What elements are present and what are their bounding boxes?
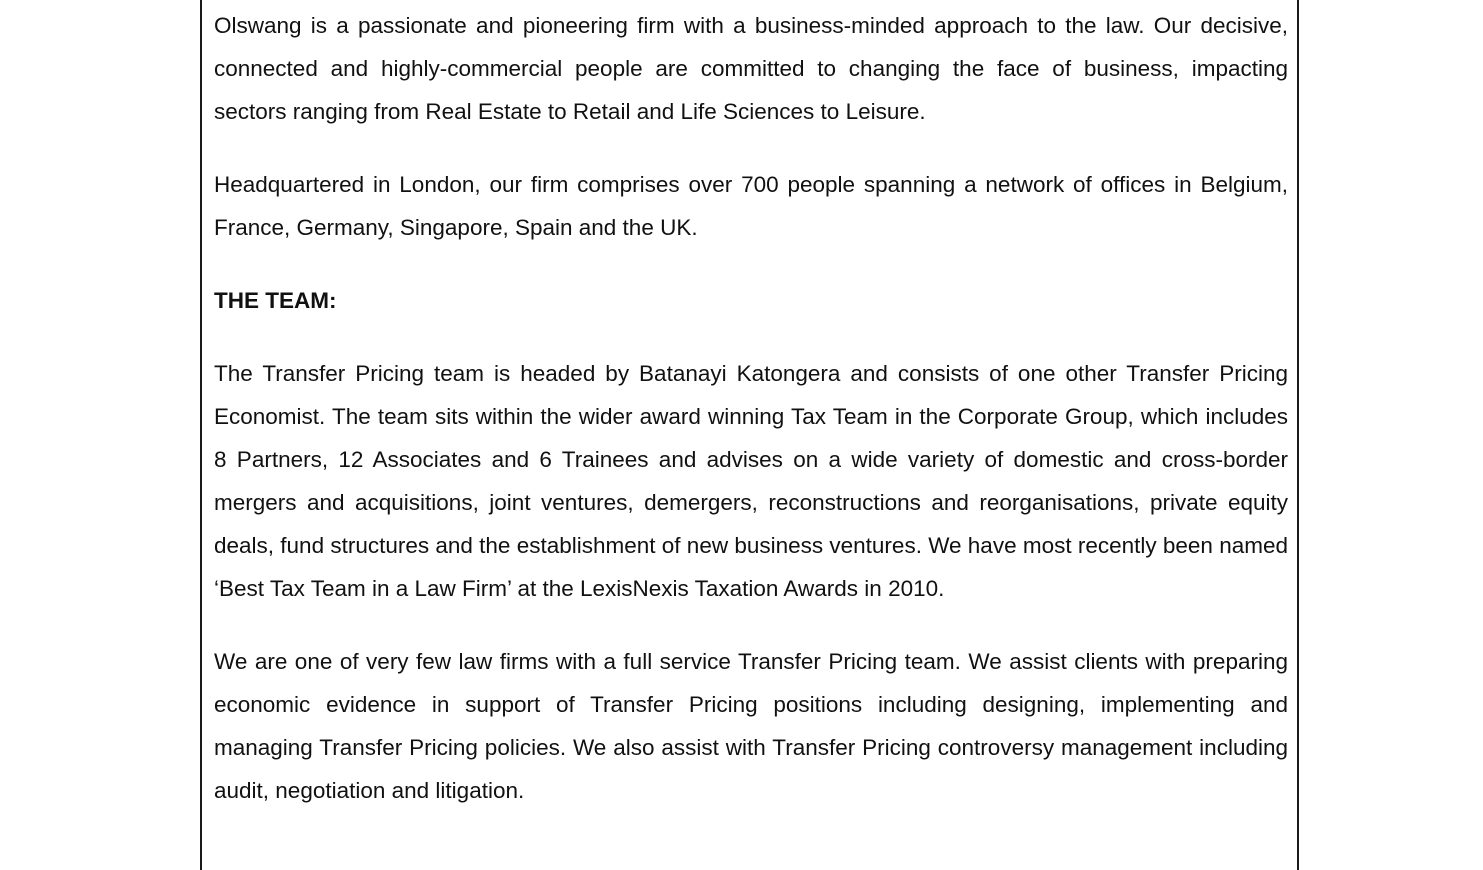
document-body: [214, 4, 1288, 842]
headquarters-paragraph: Headquartered in London, our firm comprises over 700 people spanning a network of offices in Belgium, France, Germany, Singapore, Spain and the UK.: [214, 172, 1288, 240]
intro-paragraph: Olswang is a passionate and pioneering firm with a business-minded approach to the law. Our decisive, connected and highly-commercial people are committed to changing the face of business, impacting sectors ranging from Real Estate to Retail and Life Sciences to Leisure.: [214, 13, 1288, 124]
team-description-paragraph: The Transfer Pricing team is headed by Batanayi Katongera and consists of one other Transfer Pricing Economist. The team sits within the wider award winning Tax Team in the Corporate Group, which includes 8 Partners, 12 Associates and 6 Trainees and advises on a wide variety of domestic and cross-border mergers and acquisitions, joint ventures, demergers, reconstructions and reorganisations, private equity deals, fund structures and the establishment of new business ventures. We have most recently been named ‘Best Tax Team in a Law Firm’ at the LexisNexis Taxation Awards in 2010.: [214, 361, 1288, 601]
team-heading: THE TEAM:: [214, 288, 337, 313]
services-paragraph: We are one of very few law firms with a full service Transfer Pricing team. We assist clients with preparing economic evidence in support of Transfer Pricing positions including designing, implementing and managing Transfer Pricing policies. We also assist with Transfer Pricing controversy management including audit, negotiation and litigation.: [214, 649, 1288, 803]
